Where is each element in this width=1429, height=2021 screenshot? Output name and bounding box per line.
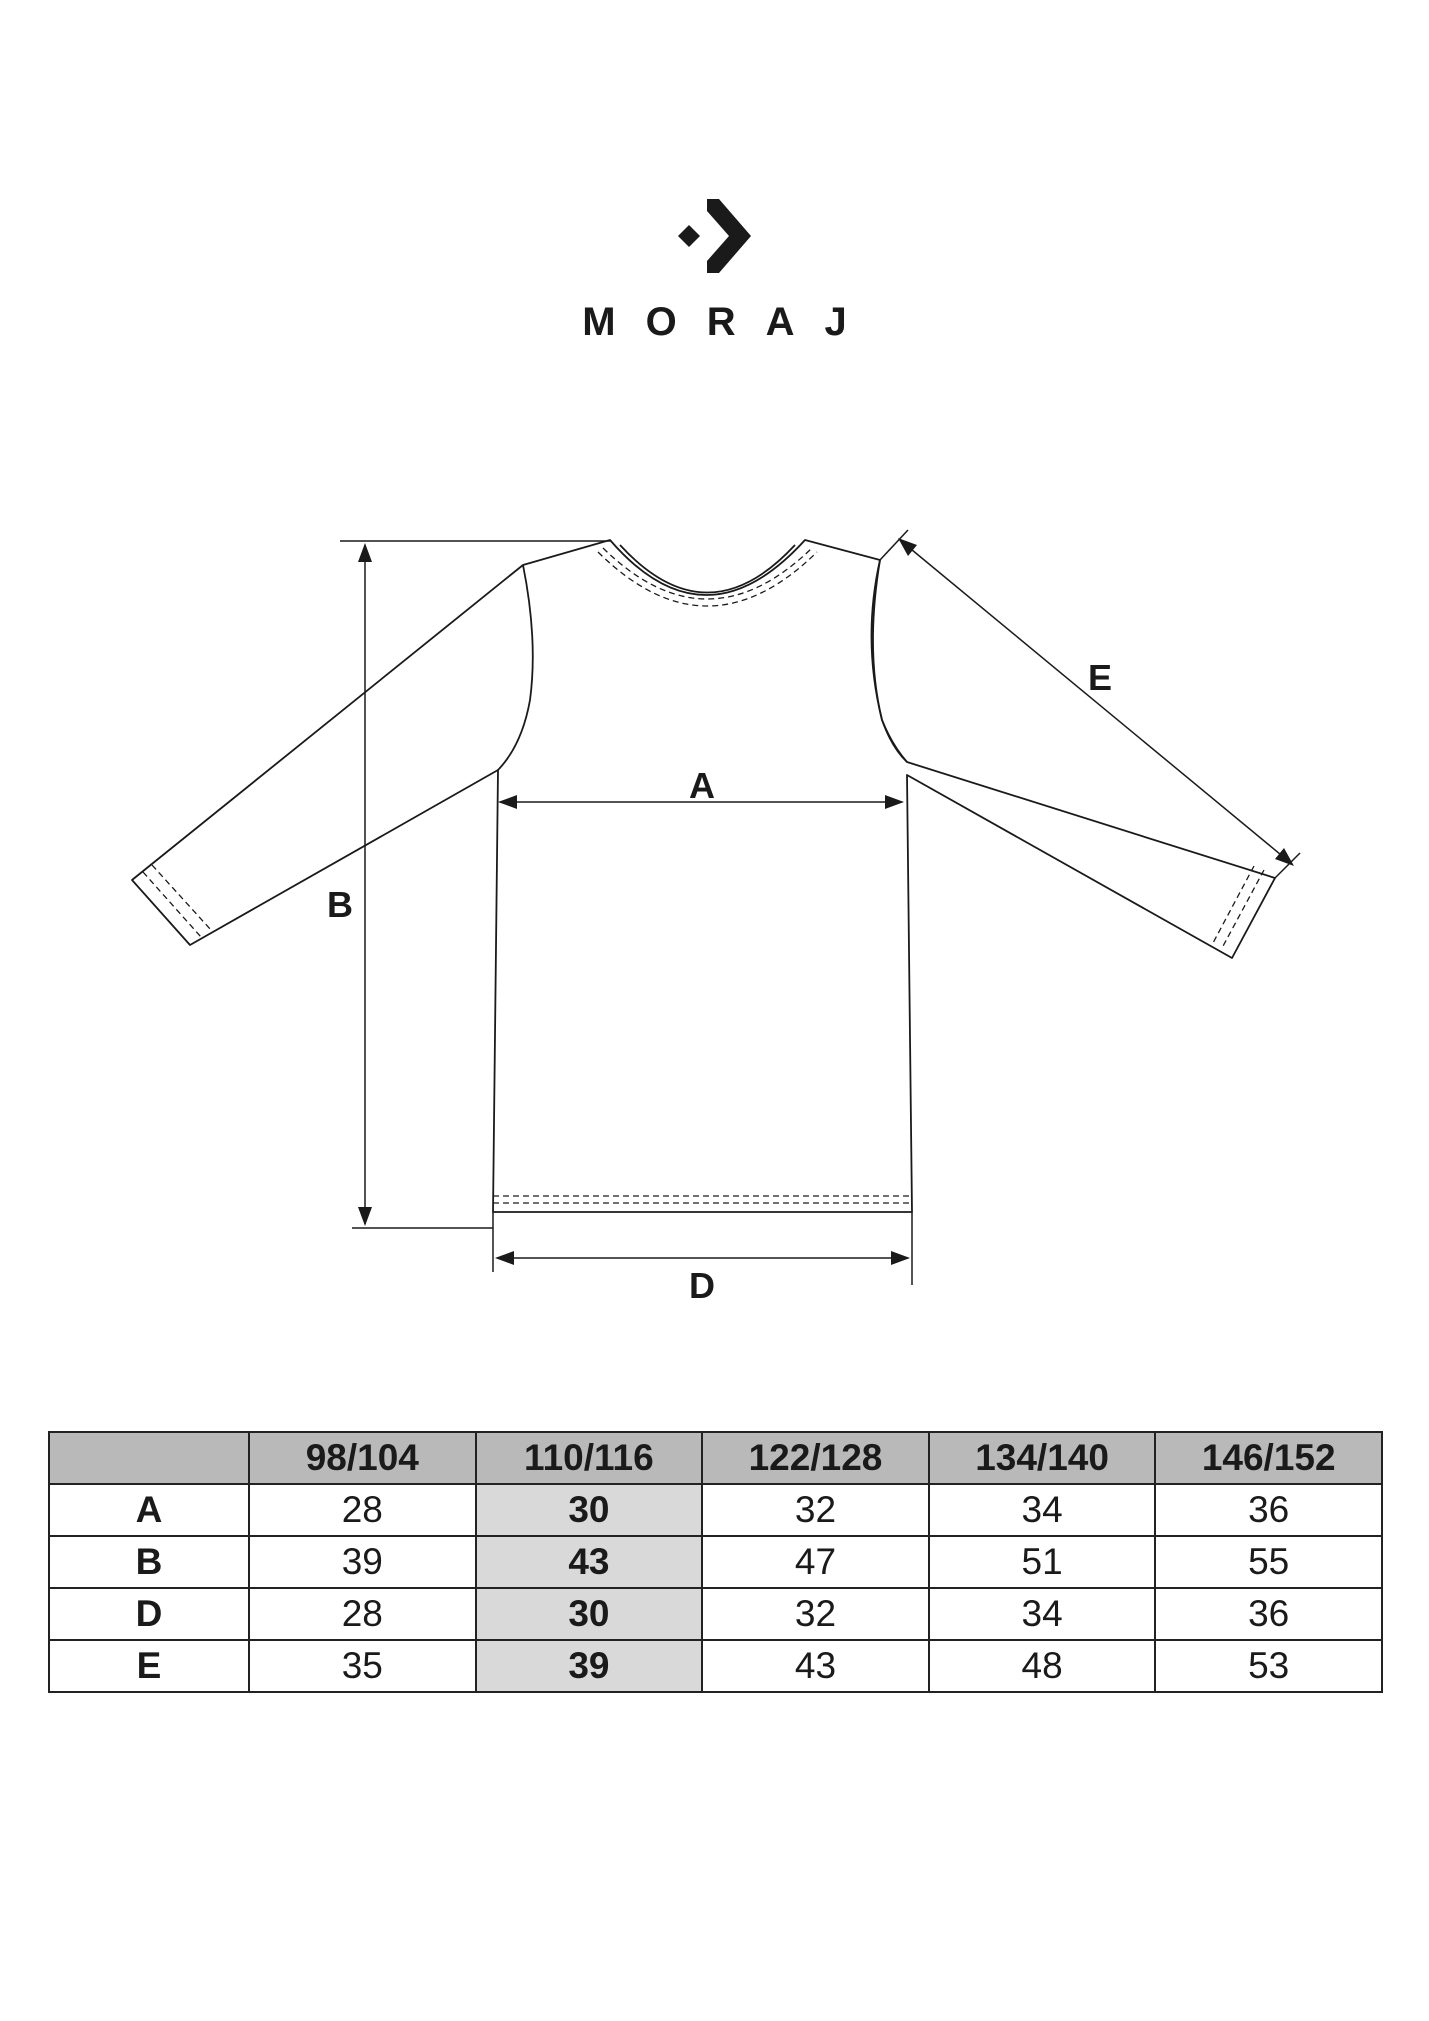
header-corner [49, 1432, 249, 1484]
table-cell: 43 [702, 1640, 929, 1692]
table-cell-highlighted: 39 [476, 1640, 703, 1692]
size-header: 110/116 [476, 1432, 703, 1484]
row-label: A [49, 1484, 249, 1536]
row-label: D [49, 1588, 249, 1640]
table-cell: 32 [702, 1484, 929, 1536]
size-header: 146/152 [1155, 1432, 1382, 1484]
label-e: E [1087, 657, 1113, 698]
size-table [48, 1431, 1383, 1693]
row-label: E [49, 1640, 249, 1692]
table-cell: 47 [702, 1536, 929, 1588]
row-label: B [49, 1536, 249, 1588]
size-header: 98/104 [249, 1432, 476, 1484]
table-cell: 34 [929, 1484, 1156, 1536]
label-b: B [327, 884, 353, 925]
table-row [49, 1588, 1382, 1640]
table-row [49, 1484, 1382, 1536]
table-cell: 28 [249, 1484, 476, 1536]
table-cell: 53 [1155, 1640, 1382, 1692]
table-cell-highlighted: 43 [476, 1536, 703, 1588]
table-cell-highlighted: 30 [476, 1588, 703, 1640]
table-cell: 36 [1155, 1588, 1382, 1640]
table-cell: 35 [249, 1640, 476, 1692]
table-cell: 36 [1155, 1484, 1382, 1536]
size-header: 134/140 [929, 1432, 1156, 1484]
table-cell-highlighted: 30 [476, 1484, 703, 1536]
table-cell: 28 [249, 1588, 476, 1640]
table-cell: 34 [929, 1588, 1156, 1640]
size-header: 122/128 [702, 1432, 929, 1484]
table-cell: 48 [929, 1640, 1156, 1692]
dimension-line-e [900, 540, 1292, 864]
table-cell: 39 [249, 1536, 476, 1588]
table-row [49, 1640, 1382, 1692]
size-header-row [49, 1432, 1382, 1484]
table-row [49, 1536, 1382, 1588]
shirt-outline [132, 540, 1275, 1212]
table-cell: 32 [702, 1588, 929, 1640]
label-d: D [689, 1265, 715, 1306]
table-cell: 55 [1155, 1536, 1382, 1588]
table-cell: 51 [929, 1536, 1156, 1588]
label-a: A [689, 765, 715, 806]
brand-name: MORAJ [582, 300, 877, 344]
